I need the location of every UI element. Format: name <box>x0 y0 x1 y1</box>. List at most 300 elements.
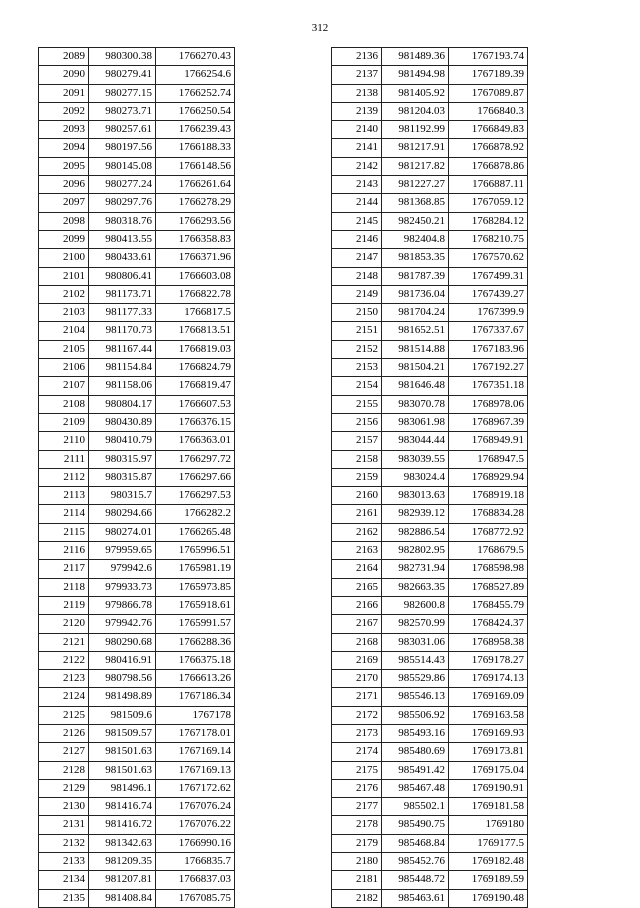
x-coordinate-cell: 985452.76 <box>382 853 449 871</box>
y-coordinate-cell: 1766239.43 <box>156 121 235 139</box>
x-coordinate-cell: 981514.88 <box>382 340 449 358</box>
point-number-cell: 2135 <box>39 889 89 907</box>
x-coordinate-cell: 979866.78 <box>89 596 156 614</box>
y-coordinate-cell: 1767169.14 <box>156 743 235 761</box>
y-coordinate-cell: 1766878.86 <box>449 157 528 175</box>
x-coordinate-cell: 981217.91 <box>382 139 449 157</box>
x-coordinate-cell: 981217.82 <box>382 157 449 175</box>
x-coordinate-cell: 980433.61 <box>89 249 156 267</box>
y-coordinate-cell: 1766254.6 <box>156 66 235 84</box>
x-coordinate-cell: 985502.1 <box>382 798 449 816</box>
x-coordinate-cell: 981408.84 <box>89 889 156 907</box>
y-coordinate-cell: 1769175.04 <box>449 761 528 779</box>
point-number-cell: 2133 <box>39 853 89 871</box>
point-number-cell: 2118 <box>39 578 89 596</box>
table-row <box>332 230 528 248</box>
y-coordinate-cell: 1766363.01 <box>156 432 235 450</box>
table-row <box>39 542 235 560</box>
y-coordinate-cell: 1769180 <box>449 816 528 834</box>
y-coordinate-cell: 1765973.85 <box>156 578 235 596</box>
x-coordinate-cell: 985480.69 <box>382 743 449 761</box>
table-row <box>332 523 528 541</box>
x-coordinate-cell: 981154.84 <box>89 359 156 377</box>
y-coordinate-cell: 1768949.91 <box>449 432 528 450</box>
point-number-cell: 2164 <box>332 560 382 578</box>
x-coordinate-cell: 980145.08 <box>89 157 156 175</box>
table-row <box>39 139 235 157</box>
y-coordinate-cell: 1766990.16 <box>156 834 235 852</box>
table-row <box>39 487 235 505</box>
point-number-cell: 2123 <box>39 670 89 688</box>
point-number-cell: 2110 <box>39 432 89 450</box>
y-coordinate-cell: 1767059.12 <box>449 194 528 212</box>
x-coordinate-cell: 982450.21 <box>382 212 449 230</box>
x-coordinate-cell: 983024.4 <box>382 468 449 486</box>
y-coordinate-cell: 1768958.38 <box>449 633 528 651</box>
point-number-cell: 2139 <box>332 102 382 120</box>
y-coordinate-cell: 1767499.31 <box>449 267 528 285</box>
x-coordinate-cell: 980413.55 <box>89 230 156 248</box>
y-coordinate-cell: 1766297.53 <box>156 487 235 505</box>
x-coordinate-cell: 985493.16 <box>382 724 449 742</box>
table-row <box>39 249 235 267</box>
point-number-cell: 2138 <box>332 84 382 102</box>
coordinates-table-right <box>331 47 528 908</box>
point-number-cell: 2166 <box>332 596 382 614</box>
y-coordinate-cell: 1767192.27 <box>449 359 528 377</box>
table-row <box>39 121 235 139</box>
x-coordinate-cell: 981167.44 <box>89 340 156 358</box>
x-coordinate-cell: 981227.27 <box>382 176 449 194</box>
table-row <box>332 102 528 120</box>
point-number-cell: 2100 <box>39 249 89 267</box>
x-coordinate-cell: 981498.89 <box>89 688 156 706</box>
x-coordinate-cell: 981509.57 <box>89 724 156 742</box>
point-number-cell: 2103 <box>39 304 89 322</box>
table-row <box>332 468 528 486</box>
x-coordinate-cell: 980297.76 <box>89 194 156 212</box>
y-coordinate-cell: 1768919.18 <box>449 487 528 505</box>
table-row <box>39 304 235 322</box>
y-coordinate-cell: 1766261.64 <box>156 176 235 194</box>
point-number-cell: 2149 <box>332 285 382 303</box>
table-row <box>332 706 528 724</box>
x-coordinate-cell: 980274.01 <box>89 523 156 541</box>
table-row <box>39 359 235 377</box>
table-row <box>39 596 235 614</box>
x-coordinate-cell: 981405.92 <box>382 84 449 102</box>
y-coordinate-cell: 1765991.57 <box>156 615 235 633</box>
table-row <box>332 560 528 578</box>
table-row <box>332 450 528 468</box>
table-row <box>39 230 235 248</box>
x-coordinate-cell: 981158.06 <box>89 377 156 395</box>
table-row <box>332 432 528 450</box>
y-coordinate-cell: 1766293.56 <box>156 212 235 230</box>
table-row <box>39 670 235 688</box>
table-row <box>332 340 528 358</box>
table-row <box>332 176 528 194</box>
table-row <box>39 432 235 450</box>
table-row <box>39 340 235 358</box>
y-coordinate-cell: 1769181.58 <box>449 798 528 816</box>
table-row <box>39 322 235 340</box>
point-number-cell: 2152 <box>332 340 382 358</box>
table-row <box>332 615 528 633</box>
y-coordinate-cell: 1768947.5 <box>449 450 528 468</box>
x-coordinate-cell: 981192.99 <box>382 121 449 139</box>
table-row <box>332 798 528 816</box>
table-row <box>332 84 528 102</box>
x-coordinate-cell: 983039.55 <box>382 450 449 468</box>
x-coordinate-cell: 985529.86 <box>382 670 449 688</box>
point-number-cell: 2109 <box>39 413 89 431</box>
point-number-cell: 2141 <box>332 139 382 157</box>
point-number-cell: 2096 <box>39 176 89 194</box>
table-row <box>332 578 528 596</box>
y-coordinate-cell: 1766265.48 <box>156 523 235 541</box>
point-number-cell: 2172 <box>332 706 382 724</box>
y-coordinate-cell: 1768598.98 <box>449 560 528 578</box>
table-row <box>39 798 235 816</box>
point-number-cell: 2098 <box>39 212 89 230</box>
x-coordinate-cell: 980430.89 <box>89 413 156 431</box>
point-number-cell: 2158 <box>332 450 382 468</box>
point-number-cell: 2170 <box>332 670 382 688</box>
x-coordinate-cell: 979942.76 <box>89 615 156 633</box>
y-coordinate-cell: 1769190.48 <box>449 889 528 907</box>
x-coordinate-cell: 985468.84 <box>382 834 449 852</box>
x-coordinate-cell: 980806.41 <box>89 267 156 285</box>
x-coordinate-cell: 985448.72 <box>382 871 449 889</box>
y-coordinate-cell: 1766375.18 <box>156 651 235 669</box>
point-number-cell: 2090 <box>39 66 89 84</box>
y-coordinate-cell: 1766297.66 <box>156 468 235 486</box>
table-row <box>332 688 528 706</box>
point-number-cell: 2176 <box>332 779 382 797</box>
y-coordinate-cell: 1768455.79 <box>449 596 528 614</box>
x-coordinate-cell: 981494.98 <box>382 66 449 84</box>
table-row <box>39 413 235 431</box>
table-row <box>332 670 528 688</box>
y-coordinate-cell: 1767183.96 <box>449 340 528 358</box>
table-row <box>39 157 235 175</box>
x-coordinate-cell: 980318.76 <box>89 212 156 230</box>
y-coordinate-cell: 1768772.92 <box>449 523 528 541</box>
point-number-cell: 2180 <box>332 853 382 871</box>
x-coordinate-cell: 981209.35 <box>89 853 156 871</box>
x-coordinate-cell: 981501.63 <box>89 761 156 779</box>
y-coordinate-cell: 1767076.22 <box>156 816 235 834</box>
x-coordinate-cell: 980294.66 <box>89 505 156 523</box>
y-coordinate-cell: 1766288.36 <box>156 633 235 651</box>
y-coordinate-cell: 1769178.27 <box>449 651 528 669</box>
y-coordinate-cell: 1766822.78 <box>156 285 235 303</box>
point-number-cell: 2107 <box>39 377 89 395</box>
y-coordinate-cell: 1769169.09 <box>449 688 528 706</box>
table-row <box>332 194 528 212</box>
y-coordinate-cell: 1769163.58 <box>449 706 528 724</box>
x-coordinate-cell: 982731.94 <box>382 560 449 578</box>
y-coordinate-cell: 1769173.81 <box>449 743 528 761</box>
point-number-cell: 2101 <box>39 267 89 285</box>
y-coordinate-cell: 1767189.39 <box>449 66 528 84</box>
coordinates-table-left <box>38 47 235 908</box>
table-row <box>39 816 235 834</box>
table-row <box>39 688 235 706</box>
table-row <box>332 596 528 614</box>
table-row <box>332 779 528 797</box>
x-coordinate-cell: 980273.71 <box>89 102 156 120</box>
x-coordinate-cell: 980300.38 <box>89 48 156 66</box>
point-number-cell: 2155 <box>332 395 382 413</box>
x-coordinate-cell: 980315.7 <box>89 487 156 505</box>
y-coordinate-cell: 1767351.18 <box>449 377 528 395</box>
table-row <box>332 871 528 889</box>
x-coordinate-cell: 981173.71 <box>89 285 156 303</box>
point-number-cell: 2163 <box>332 542 382 560</box>
y-coordinate-cell: 1765981.19 <box>156 560 235 578</box>
table-row <box>332 212 528 230</box>
y-coordinate-cell: 1769174.13 <box>449 670 528 688</box>
table-row <box>332 651 528 669</box>
x-coordinate-cell: 982939.12 <box>382 505 449 523</box>
table-row <box>39 505 235 523</box>
x-coordinate-cell: 981509.6 <box>89 706 156 724</box>
point-number-cell: 2151 <box>332 322 382 340</box>
table-row <box>39 377 235 395</box>
table-row <box>39 615 235 633</box>
y-coordinate-cell: 1766270.43 <box>156 48 235 66</box>
y-coordinate-cell: 1766878.92 <box>449 139 528 157</box>
table-row <box>332 505 528 523</box>
point-number-cell: 2124 <box>39 688 89 706</box>
table-row <box>39 706 235 724</box>
x-coordinate-cell: 982802.95 <box>382 542 449 560</box>
table-row <box>332 359 528 377</box>
point-number-cell: 2177 <box>332 798 382 816</box>
x-coordinate-cell: 985546.13 <box>382 688 449 706</box>
table-row <box>39 651 235 669</box>
x-coordinate-cell: 979933.73 <box>89 578 156 596</box>
x-coordinate-cell: 982663.35 <box>382 578 449 596</box>
x-coordinate-cell: 981207.81 <box>89 871 156 889</box>
y-coordinate-cell: 1766849.83 <box>449 121 528 139</box>
table-row <box>332 285 528 303</box>
y-coordinate-cell: 1766840.3 <box>449 102 528 120</box>
y-coordinate-cell: 1766607.53 <box>156 395 235 413</box>
x-coordinate-cell: 985506.92 <box>382 706 449 724</box>
y-coordinate-cell: 1766282.2 <box>156 505 235 523</box>
table-row <box>39 102 235 120</box>
table-row <box>39 176 235 194</box>
table-row <box>332 395 528 413</box>
x-coordinate-cell: 979942.6 <box>89 560 156 578</box>
point-number-cell: 2099 <box>39 230 89 248</box>
y-coordinate-cell: 1768978.06 <box>449 395 528 413</box>
table-row <box>39 779 235 797</box>
point-number-cell: 2117 <box>39 560 89 578</box>
point-number-cell: 2175 <box>332 761 382 779</box>
x-coordinate-cell: 985514.43 <box>382 651 449 669</box>
y-coordinate-cell: 1767186.34 <box>156 688 235 706</box>
point-number-cell: 2137 <box>332 66 382 84</box>
x-coordinate-cell: 981853.35 <box>382 249 449 267</box>
point-number-cell: 2145 <box>332 212 382 230</box>
x-coordinate-cell: 980798.56 <box>89 670 156 688</box>
point-number-cell: 2106 <box>39 359 89 377</box>
table-row <box>332 66 528 84</box>
y-coordinate-cell: 1765996.51 <box>156 542 235 560</box>
y-coordinate-cell: 1767337.67 <box>449 322 528 340</box>
table-row <box>332 304 528 322</box>
point-number-cell: 2179 <box>332 834 382 852</box>
point-number-cell: 2092 <box>39 102 89 120</box>
point-number-cell: 2127 <box>39 743 89 761</box>
y-coordinate-cell: 1769189.59 <box>449 871 528 889</box>
point-number-cell: 2146 <box>332 230 382 248</box>
point-number-cell: 2178 <box>332 816 382 834</box>
x-coordinate-cell: 980197.56 <box>89 139 156 157</box>
y-coordinate-cell: 1766887.11 <box>449 176 528 194</box>
y-coordinate-cell: 1766252.74 <box>156 84 235 102</box>
y-coordinate-cell: 1765918.61 <box>156 596 235 614</box>
table-row <box>332 743 528 761</box>
point-number-cell: 2159 <box>332 468 382 486</box>
y-coordinate-cell: 1766835.7 <box>156 853 235 871</box>
table-row <box>332 834 528 852</box>
point-number-cell: 2150 <box>332 304 382 322</box>
y-coordinate-cell: 1768834.28 <box>449 505 528 523</box>
point-number-cell: 2108 <box>39 395 89 413</box>
y-coordinate-cell: 1768527.89 <box>449 578 528 596</box>
point-number-cell: 2148 <box>332 267 382 285</box>
table-row <box>332 157 528 175</box>
x-coordinate-cell: 981204.03 <box>382 102 449 120</box>
x-coordinate-cell: 980257.61 <box>89 121 156 139</box>
x-coordinate-cell: 983070.78 <box>382 395 449 413</box>
table-row <box>332 322 528 340</box>
table-row <box>332 761 528 779</box>
x-coordinate-cell: 980804.17 <box>89 395 156 413</box>
table-row <box>39 853 235 871</box>
point-number-cell: 2144 <box>332 194 382 212</box>
table-row <box>332 377 528 395</box>
table-row <box>39 267 235 285</box>
table-row <box>39 212 235 230</box>
x-coordinate-cell: 980315.97 <box>89 450 156 468</box>
table-row <box>39 84 235 102</box>
point-number-cell: 2129 <box>39 779 89 797</box>
point-number-cell: 2181 <box>332 871 382 889</box>
table-row <box>39 834 235 852</box>
table-row <box>332 724 528 742</box>
x-coordinate-cell: 980277.15 <box>89 84 156 102</box>
y-coordinate-cell: 1769169.93 <box>449 724 528 742</box>
y-coordinate-cell: 1766613.26 <box>156 670 235 688</box>
x-coordinate-cell: 981416.74 <box>89 798 156 816</box>
y-coordinate-cell: 1767193.74 <box>449 48 528 66</box>
table-row <box>39 633 235 651</box>
point-number-cell: 2153 <box>332 359 382 377</box>
table-row <box>332 487 528 505</box>
x-coordinate-cell: 980315.87 <box>89 468 156 486</box>
table-row <box>332 121 528 139</box>
x-coordinate-cell: 981177.33 <box>89 304 156 322</box>
y-coordinate-cell: 1767399.9 <box>449 304 528 322</box>
table-row <box>39 395 235 413</box>
y-coordinate-cell: 1766297.72 <box>156 450 235 468</box>
x-coordinate-cell: 983031.06 <box>382 633 449 651</box>
table-row <box>39 761 235 779</box>
x-coordinate-cell: 981504.21 <box>382 359 449 377</box>
x-coordinate-cell: 979959.65 <box>89 542 156 560</box>
table-row <box>332 249 528 267</box>
x-coordinate-cell: 985491.42 <box>382 761 449 779</box>
point-number-cell: 2143 <box>332 176 382 194</box>
y-coordinate-cell: 1767169.13 <box>156 761 235 779</box>
y-coordinate-cell: 1767178 <box>156 706 235 724</box>
y-coordinate-cell: 1766819.03 <box>156 340 235 358</box>
table-row <box>39 724 235 742</box>
point-number-cell: 2154 <box>332 377 382 395</box>
point-number-cell: 2119 <box>39 596 89 614</box>
y-coordinate-cell: 1766371.96 <box>156 249 235 267</box>
x-coordinate-cell: 981501.63 <box>89 743 156 761</box>
point-number-cell: 2125 <box>39 706 89 724</box>
y-coordinate-cell: 1768929.94 <box>449 468 528 486</box>
y-coordinate-cell: 1767178.01 <box>156 724 235 742</box>
point-number-cell: 2173 <box>332 724 382 742</box>
x-coordinate-cell: 985467.48 <box>382 779 449 797</box>
point-number-cell: 2111 <box>39 450 89 468</box>
y-coordinate-cell: 1769190.91 <box>449 779 528 797</box>
table-row <box>39 450 235 468</box>
x-coordinate-cell: 980277.24 <box>89 176 156 194</box>
table-row <box>332 542 528 560</box>
point-number-cell: 2167 <box>332 615 382 633</box>
table-row <box>332 48 528 66</box>
point-number-cell: 2105 <box>39 340 89 358</box>
table-row <box>332 633 528 651</box>
point-number-cell: 2147 <box>332 249 382 267</box>
x-coordinate-cell: 981368.85 <box>382 194 449 212</box>
x-coordinate-cell: 983061.98 <box>382 413 449 431</box>
point-number-cell: 2126 <box>39 724 89 742</box>
table-row <box>39 560 235 578</box>
x-coordinate-cell: 981704.24 <box>382 304 449 322</box>
table-row <box>332 853 528 871</box>
point-number-cell: 2162 <box>332 523 382 541</box>
point-number-cell: 2182 <box>332 889 382 907</box>
table-row <box>39 743 235 761</box>
point-number-cell: 2161 <box>332 505 382 523</box>
point-number-cell: 2095 <box>39 157 89 175</box>
point-number-cell: 2089 <box>39 48 89 66</box>
y-coordinate-cell: 1766837.03 <box>156 871 235 889</box>
y-coordinate-cell: 1767089.87 <box>449 84 528 102</box>
y-coordinate-cell: 1767570.62 <box>449 249 528 267</box>
table-row <box>39 871 235 889</box>
x-coordinate-cell: 981416.72 <box>89 816 156 834</box>
point-number-cell: 2112 <box>39 468 89 486</box>
point-number-cell: 2130 <box>39 798 89 816</box>
y-coordinate-cell: 1767439.27 <box>449 285 528 303</box>
table-row <box>332 816 528 834</box>
x-coordinate-cell: 980279.41 <box>89 66 156 84</box>
table-row <box>39 578 235 596</box>
y-coordinate-cell: 1767085.75 <box>156 889 235 907</box>
